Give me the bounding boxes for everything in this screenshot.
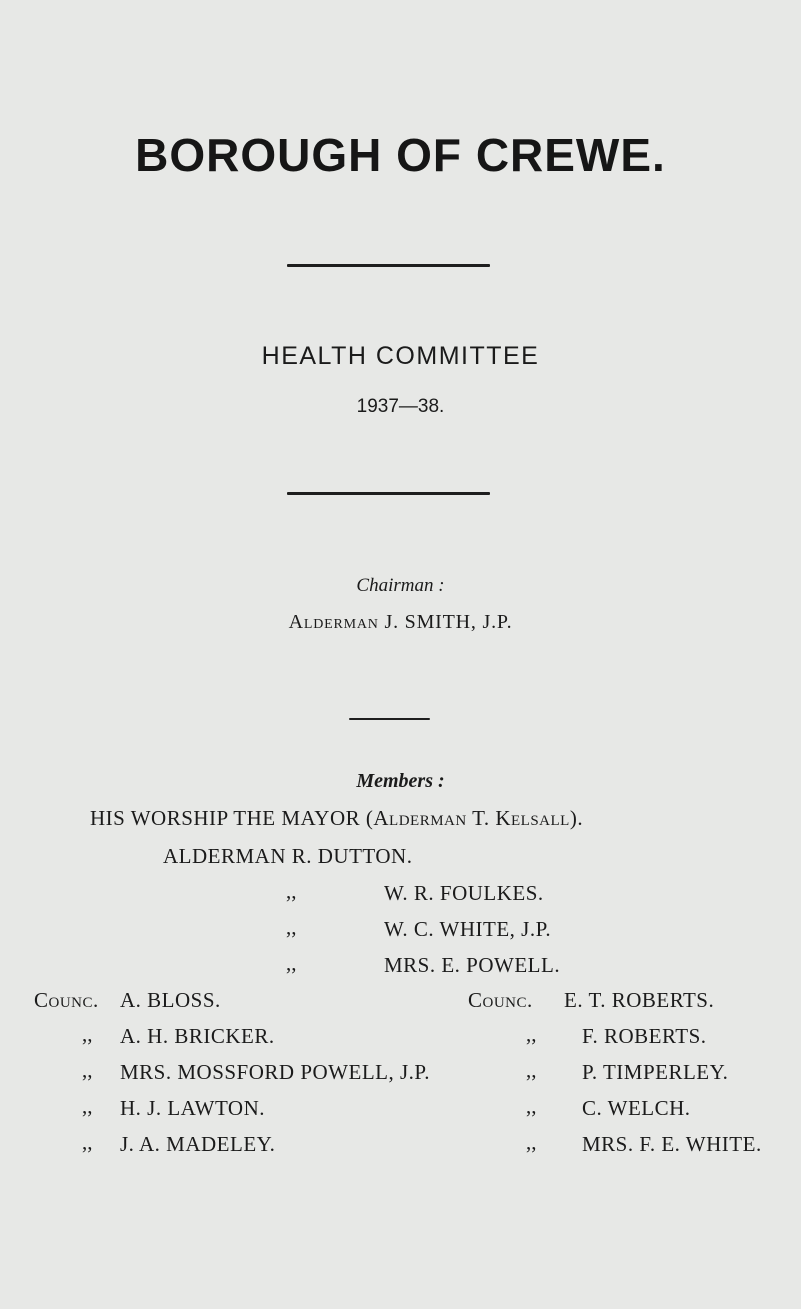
ditto-mark: ,,	[526, 1094, 537, 1118]
mayor-text: HIS WORSHIP THE MAYOR (	[90, 806, 374, 830]
ditto-mark: ,,	[526, 1022, 537, 1046]
councillor-left-3: MRS. MOSSFORD POWELL, J.P.	[120, 1060, 430, 1084]
chairman-name	[0, 611, 801, 634]
committee-year: 1937—38.	[356, 396, 445, 417]
chairman-surname: J. SMITH, J.P.	[384, 611, 513, 633]
councillor-left-1: A. BLOSS.	[120, 988, 221, 1012]
ditto-mark: ,,	[82, 1130, 93, 1154]
alderman-line-3: W. C. WHITE, J.P.	[384, 917, 552, 941]
committee-divider	[287, 492, 490, 495]
alderman-line-4: MRS. E. POWELL.	[384, 953, 561, 977]
mayor-suffix: ).	[569, 806, 584, 830]
councillor-right-3: P. TIMPERLEY.	[582, 1060, 729, 1084]
document-title: BOROUGH OF CREWE.	[135, 129, 666, 181]
councillor-prefix-right: Counc.	[468, 988, 533, 1012]
chairman-divider	[349, 718, 430, 720]
ditto-mark: ,,	[286, 915, 297, 939]
councillor-left-2: A. H. BRICKER.	[120, 1024, 275, 1048]
ditto-mark: ,,	[82, 1058, 93, 1082]
members-label: Members :	[356, 770, 445, 792]
councillor-prefix-left: Counc.	[34, 988, 99, 1012]
mayor-line	[90, 806, 583, 831]
councillor-right-2: F. ROBERTS.	[582, 1024, 707, 1048]
councillor-left-5: J. A. MADELEY.	[120, 1132, 276, 1156]
alderman-line-2: W. R. FOULKES.	[384, 881, 544, 905]
councillor-right-4: C. WELCH.	[582, 1096, 691, 1120]
title-divider	[287, 264, 490, 267]
ditto-mark: ,,	[82, 1022, 93, 1046]
ditto-mark: ,,	[526, 1130, 537, 1154]
ditto-mark: ,,	[286, 879, 297, 903]
councillor-right-5: MRS. F. E. WHITE.	[582, 1132, 762, 1156]
committee-name: HEALTH COMMITTEE	[261, 342, 540, 370]
alderman-line-1: ALDERMAN R. DUTTON.	[163, 844, 413, 868]
councillor-right-1: E. T. ROBERTS.	[564, 988, 715, 1012]
councillor-left-4: H. J. LAWTON.	[120, 1096, 265, 1120]
ditto-mark: ,,	[82, 1094, 93, 1118]
chairman-label: Chairman :	[356, 575, 445, 596]
ditto-mark: ,,	[526, 1058, 537, 1082]
chairman-title: Alderman	[288, 611, 379, 633]
mayor-alderman-title: Alderman T. Kelsall	[373, 806, 570, 830]
ditto-mark: ,,	[286, 951, 297, 975]
